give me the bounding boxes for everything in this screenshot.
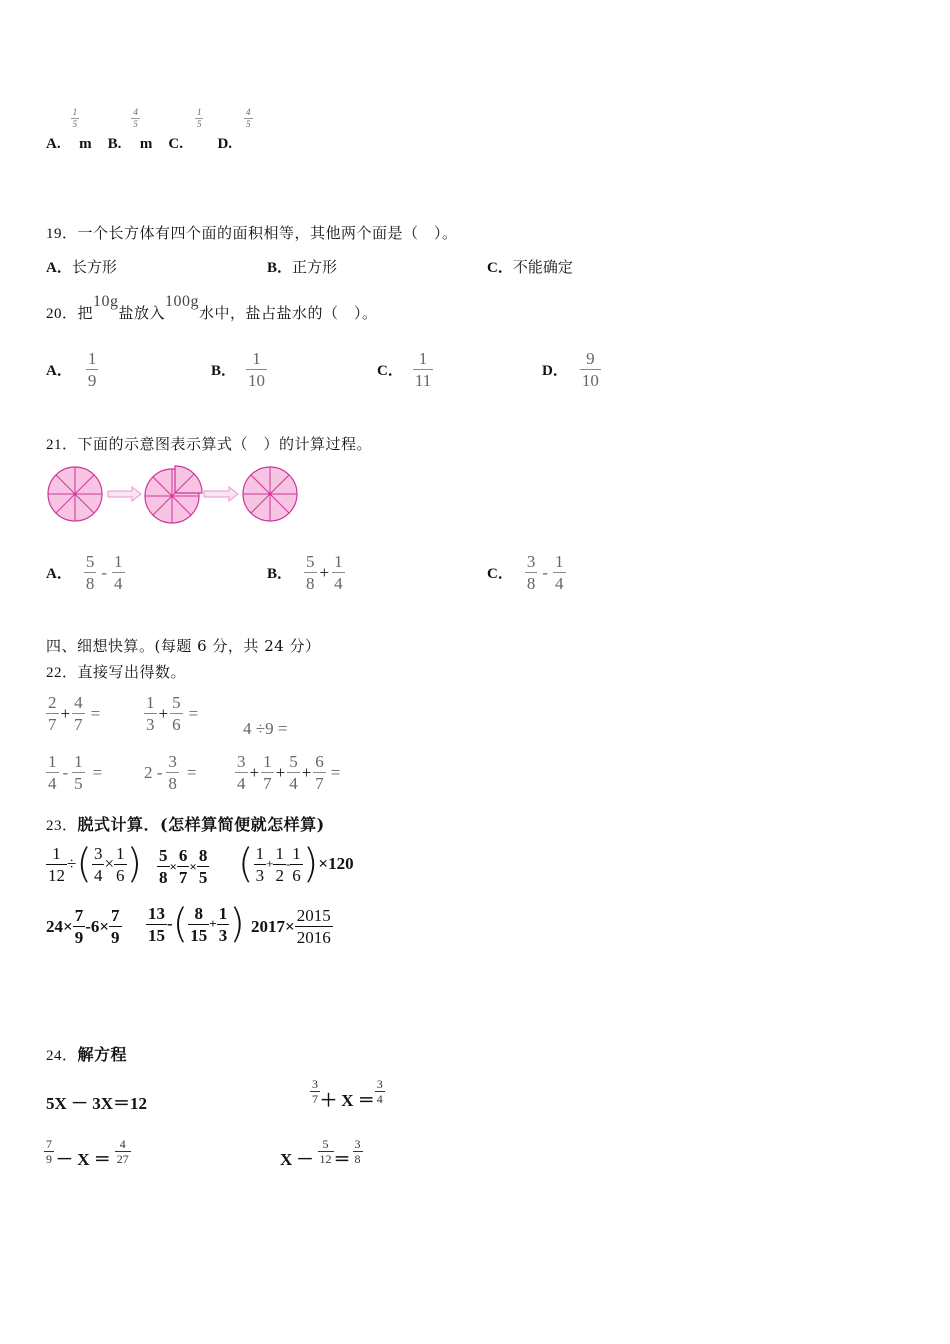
q23-number: 23． [46, 818, 78, 834]
q21-option-b-frac2: $\frac{1}{4}$ [334, 552, 343, 593]
q24-eq4-frac2: $\frac{3}{8}$ [354, 1137, 361, 1166]
q19-number: 19． [46, 226, 78, 242]
q22-e6-frac4: $\frac{6}{7}$ [315, 752, 324, 793]
q22-e6-frac2: $\frac{1}{7}$ [263, 752, 272, 793]
q19-option-b-text: 正方形 [292, 258, 338, 276]
q23-e5-frac1: $\frac{13}{15}$ [148, 903, 165, 945]
q19-option-b-letter: B． [267, 260, 293, 276]
q18-option-b-fraction: $\frac{4}{5}$ [133, 107, 138, 129]
q22-e1-op: + [60, 703, 71, 723]
q23-e3-tail: ×120 [318, 854, 354, 873]
q24-eq3-frac1: $\frac{7}{9}$ [46, 1137, 52, 1166]
q20-text-part3: 水中，盐占盐水的（ ）。 [199, 304, 378, 322]
q22-e6-eq: = [330, 762, 341, 782]
q19-text: 一个长方体有四个面的面积相等，其他两个面是（ ）。 [77, 224, 458, 242]
q21-option-b-frac1: $\frac{5}{8}$ [306, 552, 315, 593]
q22-expr-4 [46, 753, 102, 792]
q23-e2-frac2: $\frac{6}{7}$ [178, 846, 188, 887]
q21-number: 21． [46, 437, 78, 453]
q20-water-amount: 100g [165, 293, 200, 310]
q23-e1-times: × [104, 854, 115, 873]
q23-expr-5 [146, 901, 245, 947]
q23-e4-frac1: $\frac{7}{9}$ [74, 906, 84, 947]
q20-option-b-fraction: $\frac{1}{10}$ [248, 349, 266, 390]
q22-e6-op3: + [301, 762, 312, 782]
pie-circle-2 [145, 466, 202, 523]
q21-option-a-frac1: $\frac{5}{8}$ [85, 552, 95, 593]
pie-circle-1 [48, 467, 102, 521]
q22-expr-5 [144, 753, 197, 792]
right-paren-icon: ) [302, 841, 319, 887]
q22-e6-frac3: $\frac{5}{4}$ [289, 752, 298, 793]
q23-e3-op1: + [266, 856, 274, 871]
q20-option-a-letter: A． [46, 363, 72, 379]
q22-e4-eq: = [92, 762, 103, 782]
q23-e4-frac2: $\frac{7}{9}$ [111, 906, 120, 947]
q24-eq1: 5X － 3X＝12 [46, 1094, 148, 1113]
q22-e2-op: + [158, 703, 169, 723]
q24-eq2-mid: ＋ X ＝ [320, 1091, 375, 1110]
q23-e3-op2: - [285, 856, 291, 871]
right-paren-icon: ) [126, 841, 143, 887]
q20-option-b [211, 350, 267, 389]
q21-text: 下面的示意图表示算式（ ）的计算过程。 [77, 435, 373, 453]
q23-expr-1 [46, 841, 143, 887]
section4-title: 四、细想快算。(每题 6 分，共 24 分） [46, 637, 321, 655]
q20-option-d-letter: D． [542, 363, 568, 379]
q18-option-c-fraction: $\frac{1}{5}$ [196, 107, 202, 129]
q24-text: 解方程 [77, 1045, 128, 1064]
q18-option-c-letter: C. [168, 136, 183, 152]
q24-eq2 [310, 1072, 385, 1111]
pie-circle-3 [243, 467, 297, 521]
arrow-1 [108, 487, 141, 501]
q22-expr-2 [144, 694, 198, 733]
q24-stem [46, 1042, 127, 1065]
q21-option-b-operator: + [319, 562, 330, 582]
q22-e5-frac: $\frac{3}{8}$ [168, 752, 177, 793]
q22-number: 22． [46, 665, 78, 681]
q23-e1-frac1: $\frac{1}{12}$ [48, 843, 65, 885]
q20-option-a-fraction: $\frac{1}{9}$ [87, 349, 97, 390]
left-paren-icon: ( [172, 901, 189, 947]
q22-e6-op2: + [275, 762, 286, 782]
q23-e5-op2: + [209, 916, 217, 931]
q20-option-c-fraction: $\frac{1}{11}$ [414, 349, 432, 390]
q21-option-a-operator: - [101, 562, 108, 582]
q18-option-d-letter: D. [217, 136, 233, 152]
q22-e1-frac1: $\frac{2}{7}$ [48, 693, 57, 734]
arrow-2 [204, 487, 238, 501]
q21-option-b [267, 553, 345, 592]
q21-option-a-letter: A． [46, 566, 72, 582]
q22-e1-eq: = [90, 703, 101, 723]
q23-stem [46, 812, 325, 835]
q22-expr-3: 4 ÷9 = [243, 719, 288, 738]
q23-e1-div: ÷ [67, 854, 77, 873]
q21-option-b-letter: B． [267, 566, 293, 582]
q21-option-a-frac2: $\frac{1}{4}$ [114, 552, 123, 593]
q23-e6-prefix: 2017× [251, 916, 295, 936]
q24-eq2-frac1: $\frac{3}{7}$ [312, 1077, 318, 1106]
q20-option-b-letter: B． [211, 363, 237, 379]
q23-expr-6 [251, 907, 333, 946]
q19-option-a-text: 长方形 [71, 258, 117, 276]
q22-e2-frac1: $\frac{1}{3}$ [146, 693, 155, 734]
q19-option-a [46, 256, 117, 277]
q21-stem [46, 433, 372, 454]
right-paren-icon: ) [229, 901, 245, 947]
q24-eq4-mid: ＝ [333, 1150, 351, 1169]
q20-option-c-letter: C． [377, 363, 403, 379]
q20-number: 20． [46, 306, 78, 322]
q24-eq3-frac2: $\frac{4}{27}$ [116, 1137, 129, 1166]
q24-eq3-mid: － X ＝ [56, 1150, 111, 1169]
q23-expr-4 [46, 907, 122, 946]
q23-e3-frac1: $\frac{1}{3}$ [255, 843, 265, 885]
q21-option-c-operator: - [542, 562, 549, 582]
q23-e5-op: - [167, 914, 173, 933]
q19-option-c-letter: C． [487, 260, 513, 276]
q20-salt-amount: 10g [93, 293, 119, 310]
q20-option-d [542, 350, 601, 389]
q19-option-c-text: 不能确定 [512, 258, 573, 276]
q18-option-d-fraction: $\frac{4}{5}$ [246, 107, 251, 129]
q21-diagram [44, 463, 302, 525]
q18-option-b-letter: B. [107, 136, 122, 152]
q23-e1-frac3: $\frac{1}{6}$ [116, 843, 125, 885]
q23-e2-op2: × [189, 858, 197, 874]
q22-e4-op: - [62, 762, 69, 782]
q20-option-a [46, 350, 98, 389]
q24-number: 24． [46, 1048, 78, 1064]
q22-e1-frac2: $\frac{4}{7}$ [74, 693, 83, 734]
q23-e5-frac2: $\frac{8}{15}$ [190, 903, 208, 945]
q22-expr-6 [235, 753, 340, 792]
q22-e2-frac2: $\frac{5}{6}$ [172, 693, 181, 734]
q23-expr-3 [238, 841, 354, 887]
q21-option-a [46, 553, 125, 592]
q24-eq3 [44, 1133, 131, 1170]
q22-e4-frac2: $\frac{1}{5}$ [74, 752, 83, 793]
q23-e4-mid: -6× [85, 916, 110, 936]
q20-option-c [377, 350, 433, 389]
q20-text-part2: 盐放入 [118, 304, 166, 322]
q22-e5-eq: = [186, 762, 197, 782]
q18-option-a-letter: A. [46, 136, 61, 152]
q24-eq4 [280, 1133, 363, 1170]
q21-option-c-frac1: $\frac{3}{8}$ [526, 552, 536, 593]
q18-options [46, 108, 253, 153]
q23-e2-frac1: $\frac{5}{8}$ [159, 846, 168, 887]
q22-e2-eq: = [188, 703, 199, 723]
q19-option-a-letter: A． [46, 260, 72, 276]
q21-option-c-frac2: $\frac{1}{4}$ [555, 552, 564, 593]
q21-option-c [487, 553, 566, 592]
q18-option-a-fraction: $\frac{1}{5}$ [72, 107, 78, 129]
left-paren-icon: ( [238, 841, 254, 887]
q22-text: 直接写出得数。 [77, 663, 187, 681]
q21-option-c-letter: C． [487, 566, 513, 582]
q19-option-c [487, 256, 573, 277]
q23-e2-frac3: $\frac{8}{5}$ [198, 846, 208, 887]
q23-e1-frac2: $\frac{3}{4}$ [93, 843, 103, 885]
q20-text-part1: 把 [77, 304, 94, 322]
q23-e6-frac: $\frac{2015}{2016}$ [296, 906, 331, 947]
q20-stem [46, 293, 378, 323]
q23-e3-frac2: $\frac{1}{2}$ [275, 843, 284, 885]
q24-eq4-frac1: $\frac{5}{12}$ [319, 1137, 332, 1166]
q22-e4-frac1: $\frac{1}{4}$ [48, 752, 57, 793]
q20-option-d-fraction: $\frac{9}{10}$ [581, 349, 599, 390]
q22-expr-1 [46, 694, 100, 733]
q19-stem [46, 222, 458, 243]
q22-e6-op1: + [249, 762, 260, 782]
q22-e6-frac1: $\frac{3}{4}$ [237, 752, 246, 793]
q23-e2-op1: × [169, 858, 177, 874]
left-paren-icon: ( [76, 841, 92, 887]
q23-e5-frac3: $\frac{1}{3}$ [218, 903, 228, 945]
q23-e4-prefix: 24× [46, 916, 73, 936]
q24-eq2-frac2: $\frac{3}{4}$ [376, 1077, 383, 1106]
q23-text: 脱式计算．(怎样算简便就怎样算) [77, 815, 325, 834]
q22-e5-prefix: 2 - [144, 762, 163, 782]
q18-option-b-unit: m [139, 136, 153, 152]
q23-e3-frac3: $\frac{1}{6}$ [292, 843, 301, 885]
q18-option-a-unit: m [79, 136, 92, 152]
q19-option-b [267, 256, 337, 277]
q23-expr-2 [157, 847, 209, 886]
q22-stem [46, 661, 186, 682]
q24-eq4-prefix: X － [280, 1150, 314, 1169]
